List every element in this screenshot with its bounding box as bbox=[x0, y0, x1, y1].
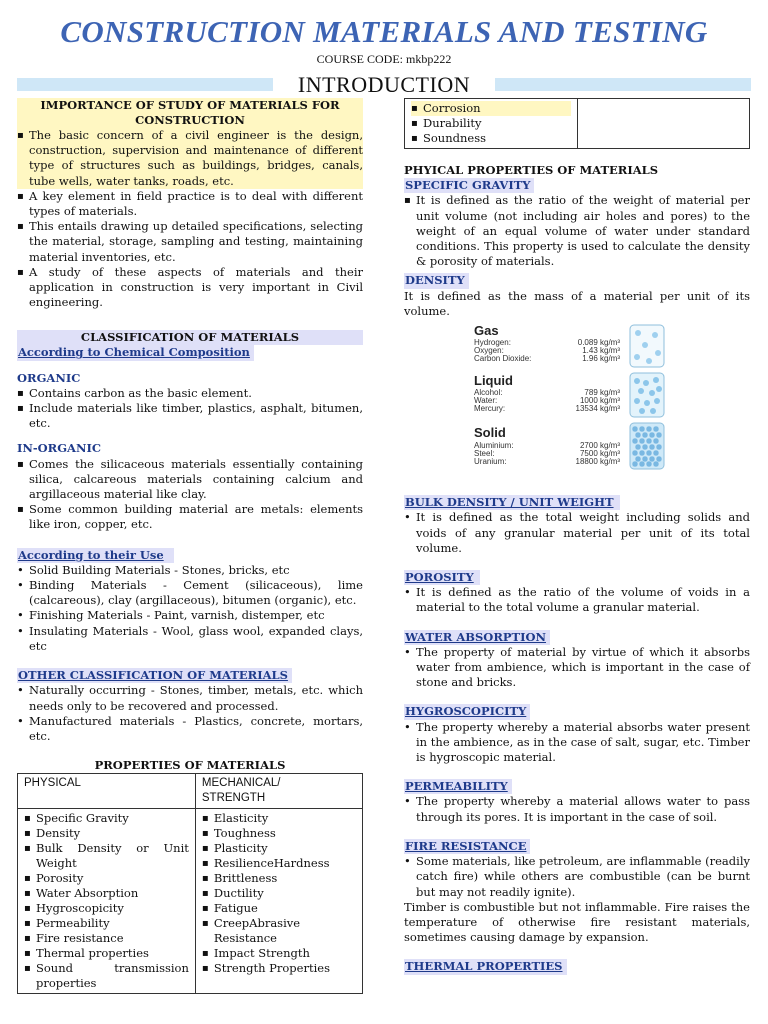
fire-resistance-heading: FIRE RESISTANCE bbox=[404, 839, 530, 854]
intro-heading: INTRODUCTION bbox=[297, 72, 471, 97]
density-heading: DENSITY bbox=[404, 273, 469, 288]
list-item: ▪ Impact Strength bbox=[202, 946, 356, 961]
list-item: ▪ Specific Gravity bbox=[24, 811, 189, 826]
mechanical-list bbox=[202, 811, 356, 976]
list-item: • It is defined as the ratio of the volume of voids in a material to the total volume a granular material. bbox=[404, 585, 750, 615]
solid-value-1: 7500 kg/m³ bbox=[579, 449, 620, 459]
density-text: It is defined as the mass of a material per unit of its volume. bbox=[404, 288, 750, 318]
list-item: ▪ Density bbox=[24, 826, 189, 841]
list-item: ▪ Porosity bbox=[24, 871, 189, 886]
other-classification-list bbox=[17, 683, 363, 744]
list-item: ▪ Permeability bbox=[24, 916, 189, 931]
liquid-value-1: 1000 kg/m³ bbox=[579, 396, 620, 406]
sg-heading: SPECIFIC GRAVITY bbox=[404, 178, 534, 193]
course-code: COURSE CODE: mkbp222 bbox=[316, 52, 452, 66]
list-item: • Solid Building Materials - Stones, bricks, etc bbox=[17, 563, 363, 578]
continued-empty-cell bbox=[578, 99, 750, 149]
mechanical-list-cell bbox=[195, 809, 362, 994]
other-classification-heading: OTHER CLASSIFICATION OF MATERIALS bbox=[17, 668, 292, 683]
left-column bbox=[17, 98, 363, 994]
mechanical-header: MECHANICAL/ STRENGTH bbox=[195, 774, 362, 809]
hygroscopicity-list bbox=[404, 720, 750, 766]
list-item: ▪ Comes the silicaceous materials essentially containing silica, calcareous materials containing calcium and argillaceous material like clay. bbox=[17, 457, 363, 503]
page-title: CONSTRUCTION MATERIALS AND TESTING bbox=[60, 14, 708, 49]
list-item: ▪ Some common building material are metals: elements like iron, copper, etc. bbox=[17, 502, 363, 532]
fire-resistance-list bbox=[404, 854, 750, 900]
classification-heading: CLASSIFICATION OF MATERIALS bbox=[17, 330, 363, 345]
list-item: ▪ CreepAbrasive Resistance bbox=[202, 916, 356, 946]
list-item: ▪ Brittleness bbox=[202, 871, 356, 886]
solid-name-1: Steel: bbox=[474, 449, 495, 459]
hygroscopicity-heading: HYGROSCOPICITY bbox=[404, 704, 530, 719]
list-item: • The property whereby a material allows water to pass through its pores. It is important in the case of soil. bbox=[404, 794, 750, 824]
liquid-value-0: 789 kg/m³ bbox=[584, 388, 620, 398]
solid-name-2: Uranium: bbox=[474, 457, 507, 467]
list-item: ▪ Contains carbon as the basic element. bbox=[17, 386, 363, 401]
porosity-heading: POROSITY bbox=[404, 570, 480, 585]
organic-list bbox=[17, 386, 363, 432]
right-column bbox=[404, 98, 750, 975]
inorganic-list bbox=[17, 457, 363, 533]
water-absorption-heading: WATER ABSORPTION bbox=[404, 630, 550, 645]
list-item: ▪ Include materials like timber, plastics, asphalt, bitumen, etc. bbox=[17, 401, 363, 431]
solid-label: Solid bbox=[474, 425, 506, 441]
liquid-value-2: 13534 kg/m³ bbox=[575, 404, 620, 414]
list-item: ▪ Water Absorption bbox=[24, 886, 189, 901]
physical-header: PHYSICAL bbox=[18, 774, 196, 809]
fire-resistance-text: Timber is combustible but not inflammable. Fire raises the temperature of otherwise fire resistant materials, sometimes causing damage by expansion. bbox=[404, 899, 750, 945]
list-item: ▪ ResilienceHardness bbox=[202, 856, 356, 871]
properties-heading: PROPERTIES OF MATERIALS bbox=[94, 758, 286, 773]
use-list bbox=[17, 563, 363, 654]
permeability-heading: PERMEABILITY bbox=[404, 779, 512, 794]
gas-value-1: 1.43 kg/m³ bbox=[582, 346, 620, 356]
list-item: • It is defined as the total weight including solids and voids of any granular material per unit of its total volume. bbox=[404, 510, 750, 556]
solid-value-0: 2700 kg/m³ bbox=[579, 441, 620, 451]
properties-table bbox=[17, 773, 363, 994]
properties-table-continued bbox=[404, 98, 750, 149]
chemical-heading: According to Chemical Composition bbox=[17, 345, 254, 360]
liquid-name-0: Alcohol: bbox=[474, 388, 503, 398]
gas-value-0: 0.089 kg/m³ bbox=[577, 338, 620, 348]
list-item: ▪ Thermal properties bbox=[24, 946, 189, 961]
bulk-density-list bbox=[404, 510, 750, 556]
importance-list bbox=[17, 128, 363, 310]
list-item: ▪ This entails drawing up detailed specifications, selecting the material, storage, sampling and testing, maintaining material inventories, etc. bbox=[17, 219, 363, 265]
list-item: ▪ Fire resistance bbox=[24, 931, 189, 946]
list-item: ▪ Soundness bbox=[411, 131, 571, 146]
list-item: ▪ A key element in field practice is to deal with different types of materials. bbox=[17, 189, 363, 219]
list-item: • Binding Materials - Cement (silicaceous), lime (calcareous), clay (argillaceous), bitumen (organic), etc. bbox=[17, 578, 363, 608]
list-item: ▪ Hygroscopicity bbox=[24, 901, 189, 916]
solid-name-0: Aluminium: bbox=[474, 441, 514, 451]
gas-value-2: 1.96 kg/m³ bbox=[582, 354, 620, 364]
use-heading: According to their Use bbox=[17, 548, 174, 563]
physical-props-heading: PHYICAL PROPERTIES OF MATERIALS bbox=[404, 163, 659, 177]
list-item: • Naturally occurring - Stones, timber, metals, etc. which needs only to be recovered and processed. bbox=[17, 683, 363, 713]
list-item: ▪ Sound transmission properties bbox=[24, 961, 189, 991]
liquid-name-2: Mercury: bbox=[474, 404, 506, 414]
liquid-name-1: Water: bbox=[474, 396, 498, 406]
porosity-list bbox=[404, 585, 750, 615]
list-item: ▪ Corrosion bbox=[411, 101, 571, 116]
permeability-list bbox=[404, 794, 750, 824]
liquid-label: Liquid bbox=[474, 373, 513, 389]
list-item: • The property whereby a material absorbs water present in the ambience, as in the case of salt, sugar, etc. Timber is hygroscopic material. bbox=[404, 720, 750, 766]
solid-value-2: 18800 kg/m³ bbox=[575, 457, 620, 467]
gas-name-0: Hydrogen: bbox=[474, 338, 511, 348]
thermal-properties-heading: THERMAL PROPERTIES bbox=[404, 959, 567, 974]
list-item: ▪ Bulk Density or Unit Weight bbox=[24, 841, 189, 871]
physical-list bbox=[24, 811, 189, 991]
gas-name-2: Carbon Dioxide: bbox=[474, 354, 532, 364]
list-item: ▪ Durability bbox=[411, 116, 571, 131]
list-item: ▪ Fatigue bbox=[202, 901, 356, 916]
continued-list bbox=[411, 101, 571, 146]
list-item: ▪ Toughness bbox=[202, 826, 356, 841]
inorganic-heading: IN-ORGANIC bbox=[17, 441, 102, 456]
sg-list bbox=[404, 193, 750, 269]
list-item: ▪ Plasticity bbox=[202, 841, 356, 856]
list-item: • Manufactured materials - Plastics, concrete, mortars, etc. bbox=[17, 714, 363, 744]
list-item: ▪ A study of these aspects of materials and their application in construction is very important in Civil engineering. bbox=[17, 265, 363, 311]
gas-name-1: Oxygen: bbox=[474, 346, 504, 356]
list-item: ▪ Strength Properties bbox=[202, 961, 356, 976]
list-item: ▪ The basic concern of a civil engineer is the design, construction, supervision and maintenance of different type of structures such as buildings, bridges, canals, tube wells, water tanks, roads, etc. bbox=[17, 128, 363, 189]
density-figure bbox=[448, 323, 748, 473]
importance-heading: IMPORTANCE OF STUDY OF MATERIALS FOR CONSTRUCTION bbox=[17, 98, 363, 128]
water-absorption-list bbox=[404, 645, 750, 691]
gas-label: Gas bbox=[474, 323, 499, 339]
physical-list-cell bbox=[18, 809, 196, 994]
bulk-density-heading: BULK DENSITY / UNIT WEIGHT bbox=[404, 495, 620, 510]
organic-heading: ORGANIC bbox=[17, 370, 81, 385]
list-item: ▪ Elasticity bbox=[202, 811, 356, 826]
list-item: ▪ It is defined as the ratio of the weight of material per unit volume (not including air holes and pores) to the weight of an equal volume of water under standard conditions. This property is used to calculate the density & porosity of materials. bbox=[404, 193, 750, 269]
list-item: • The property of material by virtue of which it absorbs water from ambience, which is important in the case of stone and bricks. bbox=[404, 645, 750, 691]
list-item: • Finishing Materials - Paint, varnish, distemper, etc bbox=[17, 608, 363, 623]
list-item: ▪ Ductility bbox=[202, 886, 356, 901]
list-item: • Some materials, like petroleum, are inflammable (readily catch fire) while others are combustible (can be burnt but may not readily ignite). bbox=[404, 854, 750, 900]
list-item: • Insulating Materials - Wool, glass wool, expanded clays, etc bbox=[17, 624, 363, 654]
continued-list-cell bbox=[405, 99, 578, 149]
